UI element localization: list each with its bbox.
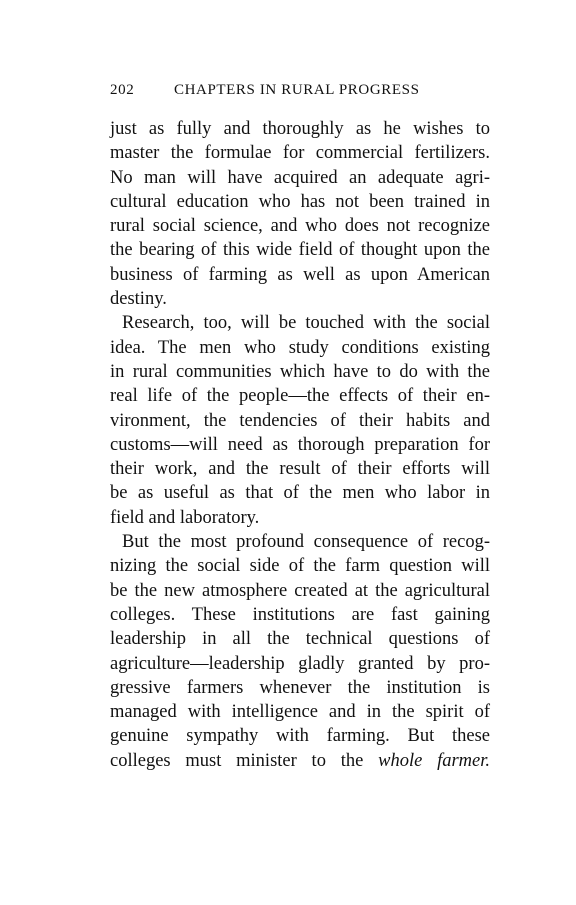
text-line <box>110 749 490 773</box>
text-line-content: idea. The men who study conditions existing <box>110 337 490 358</box>
text-line-content: colleges must minister to the <box>110 750 364 771</box>
running-head <box>110 82 490 99</box>
text-line <box>110 141 490 165</box>
text-line <box>110 724 490 748</box>
text-line-content: cultural education who has not been trained in <box>110 191 490 212</box>
text-line <box>110 554 490 578</box>
text-line-content: field and laboratory. <box>110 507 260 528</box>
text-line-content: genuine sympathy with farming. But these <box>110 726 490 747</box>
text-line <box>110 700 490 724</box>
text-line-content: vironment, the tendencies of their habits and <box>110 410 490 431</box>
text-line-content: nizing the social side of the farm question will <box>110 556 490 577</box>
text-line <box>110 238 490 262</box>
text-line <box>110 287 490 311</box>
text-line-content: be as useful as that of the men who labor in <box>110 483 490 504</box>
text-line-content: colleges. These institutions are fast gaining <box>110 604 490 625</box>
text-line <box>110 190 490 214</box>
text-line-content: just as fully and thoroughly as he wishes to <box>110 119 490 139</box>
text-line <box>110 384 490 408</box>
text-line-content: destiny. <box>110 289 167 310</box>
text-line-content: in rural communities which have to do with the <box>110 361 490 382</box>
text-line-content: master the formulae for commercial fertilizers. <box>110 143 490 164</box>
text-line-content: rural social science, and who does not recognize <box>110 216 490 237</box>
text-line-content: Research, too, will be touched with the social <box>122 313 490 334</box>
text-line <box>110 579 490 603</box>
text-line <box>110 603 490 627</box>
text-line-content: their work, and the result of their efforts will <box>110 459 490 480</box>
text-line <box>110 652 490 676</box>
page-number: 202 <box>110 82 135 98</box>
text-line <box>110 676 490 700</box>
running-title: CHAPTERS IN RURAL PROGRESS <box>174 82 420 98</box>
text-line <box>110 627 490 651</box>
text-line-content: But the most profound consequence of recog- <box>122 532 490 553</box>
text-line-content: customs—will need as thorough preparation for <box>110 434 490 455</box>
text-line-content: business of farming as well as upon American <box>110 264 490 285</box>
text-line <box>110 214 490 238</box>
text-line <box>110 530 490 554</box>
text-line <box>110 481 490 505</box>
text-line <box>110 457 490 481</box>
text-line <box>110 311 490 335</box>
text-line <box>110 117 490 141</box>
text-line <box>110 433 490 457</box>
text-line <box>110 336 490 360</box>
text-line <box>110 166 490 190</box>
text-line <box>110 506 490 530</box>
body-text <box>110 117 490 773</box>
text-line-content: agriculture—leadership gladly granted by pro- <box>110 653 490 674</box>
text-line-content: real life of the people—the effects of their en- <box>110 386 490 407</box>
text-line <box>110 263 490 287</box>
text-line-content: managed with intelligence and in the spirit of <box>110 702 490 723</box>
text-line-content: gressive farmers whenever the institution is <box>110 677 490 698</box>
text-line <box>110 409 490 433</box>
text-line-content: the bearing of this wide field of thought upon the <box>110 240 490 261</box>
text-line <box>110 360 490 384</box>
text-line-content: No man will have acquired an adequate agri- <box>110 167 490 188</box>
emphasized-text: whole farmer. <box>378 750 491 771</box>
text-line-content: be the new atmosphere created at the agricultural <box>110 580 490 601</box>
text-line-content: leadership in all the technical questions of <box>110 629 490 650</box>
